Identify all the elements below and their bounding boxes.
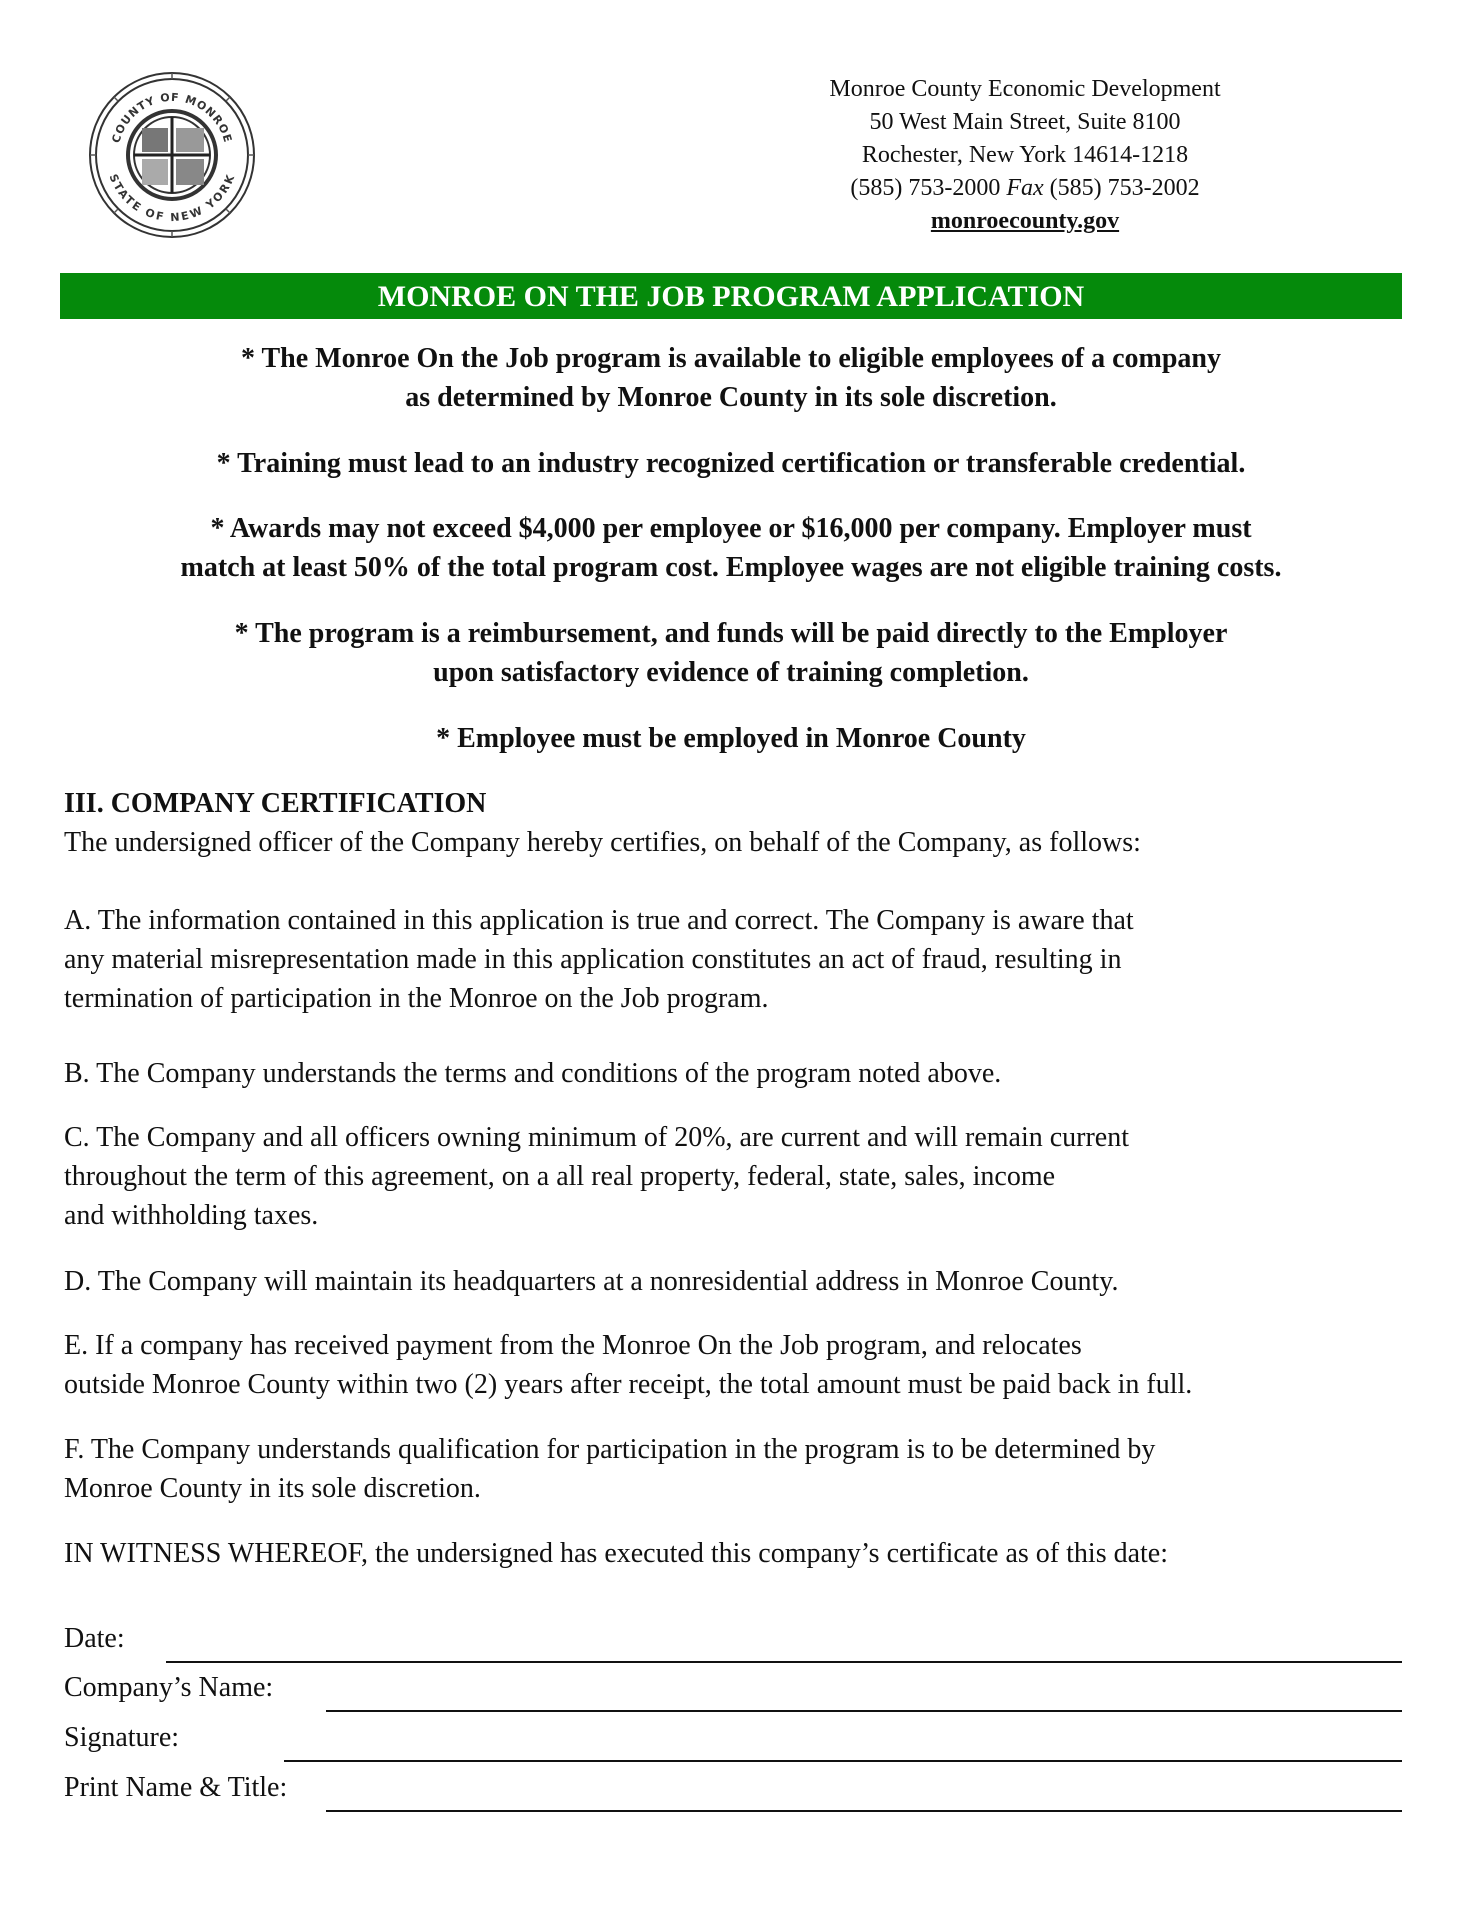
clause-c xyxy=(64,1118,1414,1235)
org-name: Monroe County Economic Development xyxy=(829,76,1221,102)
phone-number: (585) 753-2000 xyxy=(850,175,1001,201)
address-block xyxy=(735,73,1315,238)
clause-line: B. The Company understands the terms and conditions of the program noted above. xyxy=(64,1058,1002,1089)
fax-label: Fax xyxy=(1006,175,1044,201)
clause-line: E. If a company has received payment from the Monroe On the Job program, and relocates xyxy=(64,1330,1082,1361)
notice-line: * Awards may not exceed $4,000 per employee or $16,000 per company. Employer must xyxy=(210,513,1252,544)
clause-line: and withholding taxes. xyxy=(64,1200,319,1231)
clause-f xyxy=(64,1430,1414,1508)
street-address: 50 West Main Street, Suite 8100 xyxy=(869,109,1181,135)
clause-line: D. The Company will maintain its headquarters at a nonresidential address in Monroe County. xyxy=(64,1266,1119,1297)
clause-line: A. The information contained in this application is true and correct. The Company is aware that xyxy=(64,905,1134,936)
print-name-label: Print Name & Title: xyxy=(64,1772,288,1803)
company-name-field[interactable] xyxy=(326,1710,1402,1712)
clause-line: Monroe County in its sole discretion. xyxy=(64,1473,481,1504)
notice-reimbursement xyxy=(60,614,1402,692)
seal-top-text: COUNTY OF MONROE xyxy=(109,90,235,145)
signature-field[interactable] xyxy=(284,1760,1402,1762)
city-address: Rochester, New York 14614-1218 xyxy=(861,142,1189,168)
fax-number: (585) 753-2002 xyxy=(1049,175,1200,201)
phone-fax-line xyxy=(735,172,1315,205)
clause-d xyxy=(64,1262,1414,1301)
notice-line: * The Monroe On the Job program is available to eligible employees of a company xyxy=(241,343,1221,374)
notice-line: * The program is a reimbursement, and funds will be paid directly to the Employer xyxy=(234,618,1228,649)
notice-line: upon satisfactory evidence of training completion. xyxy=(433,657,1029,688)
certification-intro: The undersigned officer of the Company hereby certifies, on behalf of the Company, as follows: xyxy=(64,827,1141,858)
seal-bottom-text: STATE OF NEW YORK xyxy=(106,172,238,225)
clause-line: F. The Company understands qualification for participation in the program is to be determined by xyxy=(64,1434,1156,1465)
company-name-label: Company’s Name: xyxy=(64,1672,274,1703)
notice-employment xyxy=(60,719,1402,758)
witness-statement: IN WITNESS WHEREOF, the undersigned has executed this company’s certificate as of this date: xyxy=(64,1538,1169,1569)
signature-row xyxy=(64,1722,1402,1762)
signature-label: Signature: xyxy=(64,1722,180,1753)
notice-line: * Employee must be employed in Monroe County xyxy=(436,723,1026,754)
clause-a xyxy=(64,901,1414,1018)
clause-line: C. The Company and all officers owning minimum of 20%, are current and will remain current xyxy=(64,1122,1130,1153)
website-link[interactable]: monroecounty.gov xyxy=(930,208,1120,234)
notice-line: * Training must lead to an industry recognized certification or transferable credential. xyxy=(216,448,1246,479)
print-name-row xyxy=(64,1772,1402,1812)
notice-awards xyxy=(60,509,1402,587)
date-row xyxy=(64,1623,1402,1663)
clause-line: termination of participation in the Monroe on the Job program. xyxy=(64,983,769,1014)
notice-line: as determined by Monroe County in its sole discretion. xyxy=(405,382,1057,413)
application-title-banner: MONROE ON THE JOB PROGRAM APPLICATION xyxy=(60,273,1402,319)
print-name-field[interactable] xyxy=(326,1810,1402,1812)
section-heading: III. COMPANY CERTIFICATION xyxy=(64,788,487,819)
clause-e xyxy=(64,1326,1414,1404)
notice-eligibility xyxy=(60,339,1402,417)
notice-certification xyxy=(60,444,1402,483)
date-field[interactable] xyxy=(166,1661,1402,1663)
clause-line: throughout the term of this agreement, on a all real property, federal, state, sales, income xyxy=(64,1161,1056,1192)
date-label: Date: xyxy=(64,1623,125,1654)
clause-b xyxy=(64,1054,1414,1093)
notice-line: match at least 50% of the total program cost. Employee wages are not eligible training costs. xyxy=(180,552,1282,583)
clause-line: outside Monroe County within two (2) years after receipt, the total amount must be paid back in full. xyxy=(64,1369,1193,1400)
company-name-row xyxy=(64,1672,1402,1712)
clause-line: any material misrepresentation made in this application constitutes an act of fraud, resulting in xyxy=(64,944,1122,975)
county-seal-logo xyxy=(78,70,266,240)
